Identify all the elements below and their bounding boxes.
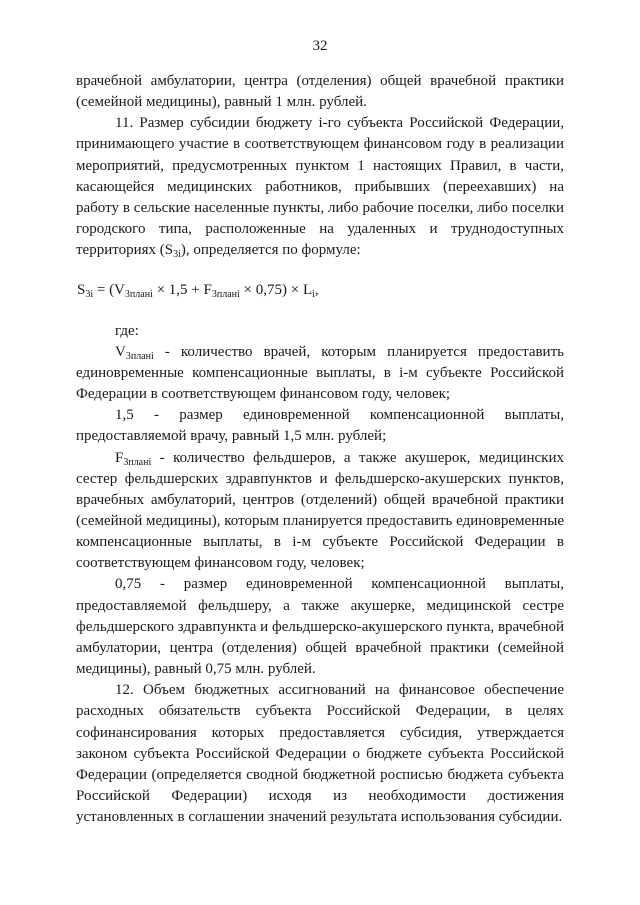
definition-v-symbol: V	[115, 343, 126, 360]
formula-s: S	[77, 282, 86, 299]
definition-v	[76, 342, 564, 405]
document-body	[76, 71, 564, 828]
formula-tail: ,	[314, 282, 319, 299]
paragraph-11-subscript: 3i	[173, 249, 181, 261]
formula-f: × 1,5 + F	[152, 282, 212, 299]
page-number: 32	[312, 38, 328, 54]
formula-l-sub: i	[312, 289, 315, 301]
formula-s-sub: 3i	[85, 289, 94, 301]
definition-v-subscript: 3планi	[125, 350, 154, 362]
formula-v: = (V	[93, 282, 125, 299]
formula-l: × 0,75) × L	[239, 282, 313, 299]
formula	[77, 280, 565, 301]
definition-f-text: - количество фельдшеров, а также акушерок, медицинских сестер фельдшерских здравпунктов и фельдшерско-акушерских пунктов, врачебных амбулаторий, центров (отделений) общей врачебной практики (семейной медицины), которым планируется предоставить единовременные компенсационные выплаты, в i-м субъекте Российской Федерации в соответствующем финансовом году, человек;	[76, 449, 564, 572]
paragraph-continuation: врачебной амбулатории, центра (отделения) общей врачебной практики (семейной медицины), равный 1 млн. рублей.	[76, 73, 564, 111]
paragraph-12: 12. Объем бюджетных ассигнований на финансовое обеспечение расходных обязательств субъекта Российской Федерации, в целях софинансирования которых предоставляется субсидия, утверждается законом субъекта Российской Федерации о бюджете субъекта Российской Федерации (определяется сводной бюджетной росписью бюджета субъекта Российской Федерации) исходя из необходимости достижения установленных в соглашении значений результата использования субсидии.	[76, 682, 564, 826]
formula-f-sub: 3планi	[211, 289, 240, 301]
paragraph-11-text: 11. Размер субсидии бюджету i-го субъекта Российской Федерации, принимающего участие в соответствующем финансовом году в реализации мероприятий, предусмотренных пунктом 1 настоящих Правил, в части, касающейся медицинских работников, прибывших (переехавших) на работу в сельские населенные пункты, либо рабочие поселки, либо поселки городского типа, расположенные на удаленных и труднодоступных территориях (S	[76, 115, 564, 259]
definition-1-5: 1,5 - размер единовременной компенсационной выплаты, предоставляемой врачу, равный 1,5 млн. рублей;	[76, 407, 564, 445]
paragraph-11-text-end: ), определяется по формуле:	[180, 242, 361, 259]
definition-v-text: - количество врачей, которым планируется предоставить единовременные компенсационные выплаты, в i-м субъекте Российской Федерации в соответствующем финансовом году, человек;	[76, 343, 564, 403]
paragraph-11	[76, 113, 564, 261]
definition-f-subscript: 3планi	[123, 456, 152, 468]
definition-0-75: 0,75 - размер единовременной компенсационной выплаты, предоставляемой фельдшеру, а также акушерке, медицинской сестре фельдшерского здравпункта и фельдшерско-акушерского пункта, врачебной амбулатории, центра (отделения) общей врачебной практики (семейной медицины), равный 0,75 млн. рублей.	[76, 576, 564, 678]
formula-v-sub: 3планi	[124, 289, 153, 301]
definition-f-symbol: F	[115, 449, 124, 466]
definition-f	[76, 448, 564, 575]
where-label: где:	[115, 322, 139, 339]
